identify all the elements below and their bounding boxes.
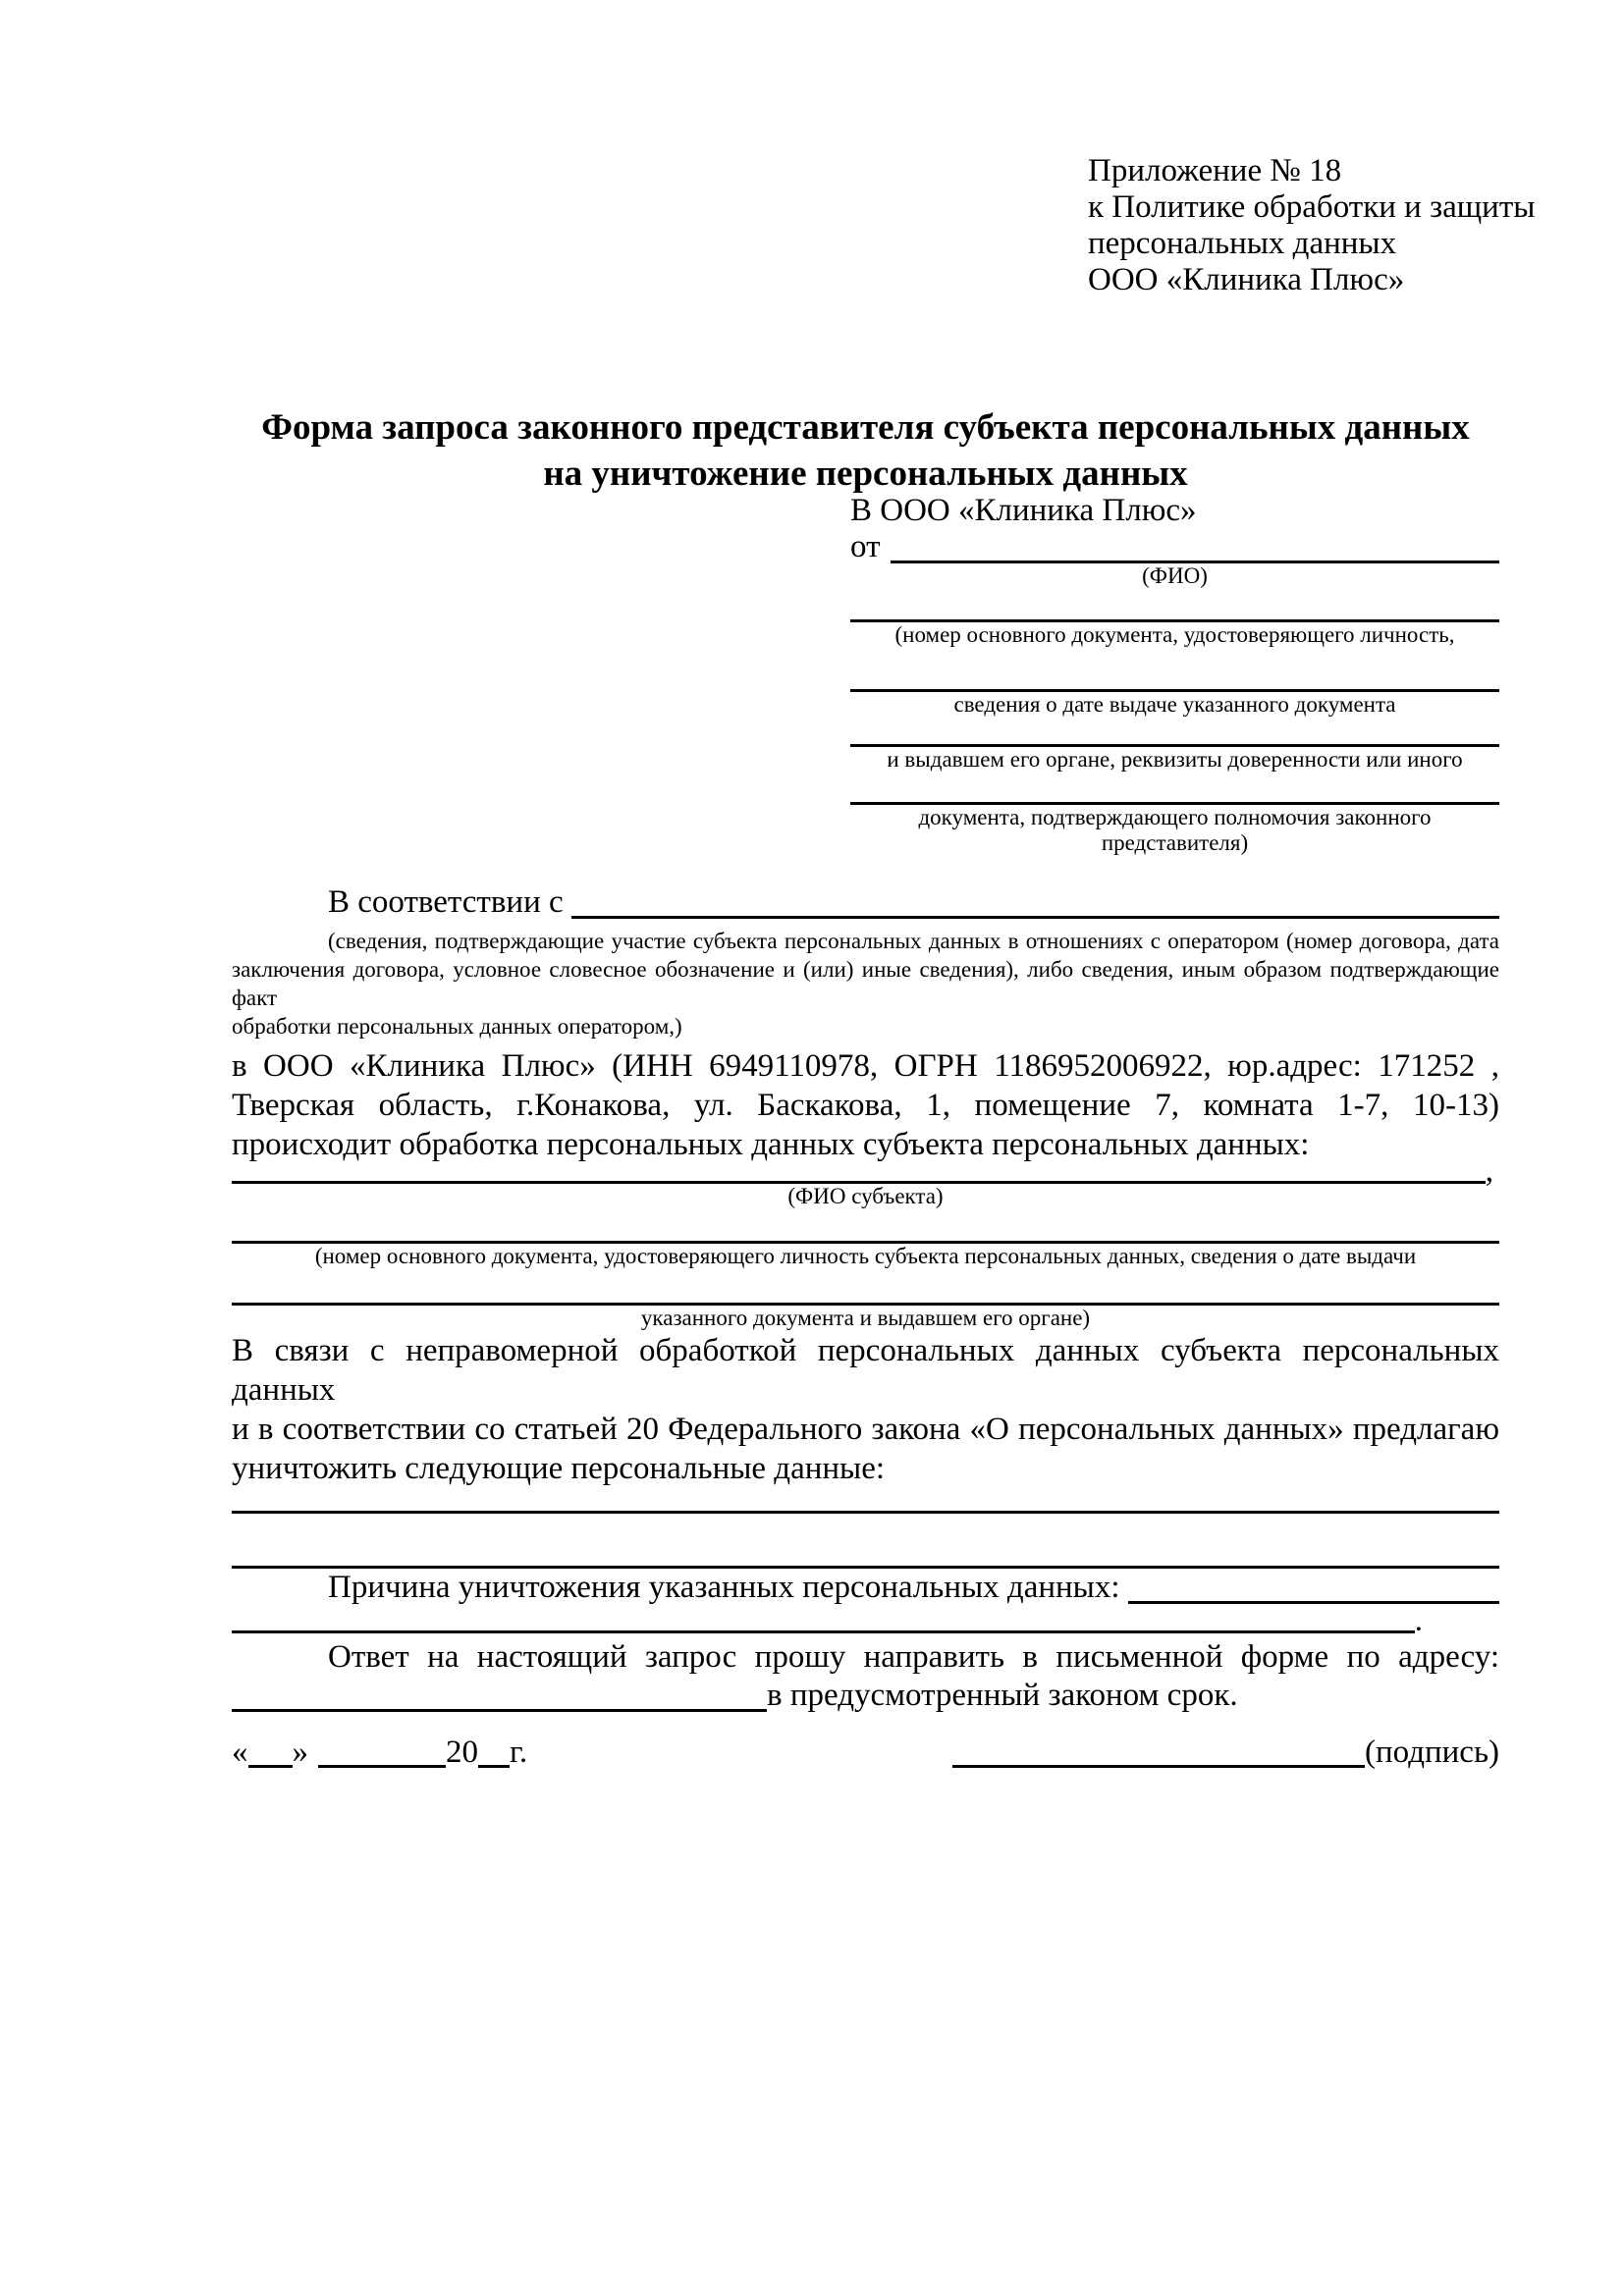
subject-doc-blank-line-2 bbox=[232, 1269, 1499, 1306]
accordance-row bbox=[232, 883, 1499, 919]
data-blank-line-1 bbox=[232, 1491, 1499, 1514]
reply-tail-text: в предусмотренный законом срок. bbox=[767, 1678, 1238, 1713]
reply-paragraph bbox=[232, 1637, 1499, 1677]
date-field bbox=[232, 1733, 527, 1772]
request-paragraph-line: В связи с неправомерной обработкой персональных данных субъекта персональных данных bbox=[232, 1333, 1499, 1408]
appendix-block bbox=[1088, 153, 1535, 298]
document-body bbox=[232, 883, 1499, 1712]
operator-paragraph-line: происходит обработка персональных данных субъекта персональных данных: bbox=[232, 1127, 1310, 1162]
accordance-note bbox=[232, 927, 1499, 1041]
doc-blank-line-1 bbox=[850, 589, 1499, 622]
reason-row bbox=[232, 1569, 1499, 1604]
doc-caption-1: (номер основного документа, удостоверяющего личность, bbox=[894, 622, 1455, 647]
doc-caption-2: сведения о дате выдаче указанного документа bbox=[953, 692, 1396, 717]
signature-caption: (подпись) bbox=[1365, 1735, 1499, 1770]
subject-fio-comma: , bbox=[1485, 1153, 1493, 1189]
subject-doc-blank-line-1 bbox=[232, 1209, 1499, 1244]
address-blank-line bbox=[232, 1709, 767, 1712]
doc-blank-line-4 bbox=[850, 773, 1499, 805]
operator-paragraph-line: в ООО «Клиника Плюс» (ИНН 6949110978, ОГРН 1186952006922, юр.адрес: 171252 , bbox=[232, 1048, 1499, 1084]
accordance-note-line: заключения договора, условное словесное обозначение и (или) иные сведения), либо сведения, иным образом подтверждающие факт bbox=[232, 957, 1499, 1010]
appendix-line: ООО «Клиника Плюс» bbox=[1088, 262, 1405, 297]
page-title-line2: на уничтожение персональных данных bbox=[543, 454, 1188, 494]
reason-period: . bbox=[1414, 1603, 1423, 1638]
reply-address-row bbox=[232, 1677, 1499, 1712]
page-title-line1: Форма запроса законного представителя субъекта персональных данных bbox=[261, 407, 1470, 448]
accordance-blank-line bbox=[571, 916, 1499, 919]
appendix-line: Приложение № 18 bbox=[1088, 153, 1342, 188]
data-blank-line-2 bbox=[232, 1514, 1499, 1569]
date-quote-open: « bbox=[232, 1735, 248, 1770]
reason-blank-line-2 bbox=[232, 1630, 1415, 1633]
accordance-label: В соответствии с bbox=[328, 884, 564, 920]
reason-label: Причина уничтожения указанных персональных данных: bbox=[328, 1570, 1120, 1605]
request-paragraph-line: уничтожить следующие персональные данные: bbox=[232, 1451, 886, 1486]
addressee-block bbox=[850, 491, 1499, 856]
page-title bbox=[232, 404, 1499, 497]
request-paragraph-line: и в соответствии со статьей 20 Федерального закона «О персональных данных» предлагаю bbox=[232, 1412, 1499, 1447]
fio-caption: (ФИО) bbox=[1142, 563, 1208, 588]
doc-blank-line-3 bbox=[850, 718, 1499, 747]
reason-continuation-row bbox=[232, 1603, 1499, 1638]
date-day-blank-line bbox=[248, 1765, 293, 1768]
signature-field bbox=[952, 1733, 1499, 1772]
reason-blank-line bbox=[1128, 1601, 1499, 1604]
from-label: от bbox=[850, 529, 881, 564]
accordance-note-line: (сведения, подтверждающие участие субъекта персональных данных в отношениях с оператором (номер договора, дата bbox=[328, 929, 1499, 953]
date-month-blank-line bbox=[318, 1765, 446, 1768]
signature-blank-line bbox=[952, 1765, 1365, 1768]
from-field-row bbox=[850, 530, 1499, 563]
operator-paragraph-line: Тверская область, г.Конакова, ул. Баскакова, 1, помещение 7, комната 1-7, 10-13) bbox=[232, 1088, 1499, 1123]
date-year-prefix: 20 bbox=[446, 1735, 478, 1770]
appendix-line: персональных данных bbox=[1088, 226, 1397, 261]
footer-row bbox=[232, 1733, 1499, 1772]
date-year-blank-line bbox=[478, 1765, 510, 1768]
appendix-line: к Политике обработки и защиты bbox=[1088, 189, 1536, 225]
operator-paragraph bbox=[232, 1046, 1499, 1164]
date-year-suffix: г. bbox=[510, 1735, 528, 1770]
request-paragraph bbox=[232, 1331, 1499, 1488]
subject-doc-caption-2: указанного документа и выдавшем его органе) bbox=[640, 1306, 1091, 1330]
subject-fio-row bbox=[232, 1153, 1499, 1189]
subject-doc-caption-1: (номер основного документа, удостоверяющего личность субъекта персональных данных, сведения о дате выдачи bbox=[314, 1244, 1417, 1268]
reply-paragraph-line: Ответ на настоящий запрос прошу направить в письменной форме по адресу: bbox=[328, 1639, 1499, 1675]
subject-fio-caption: (ФИО субъекта) bbox=[787, 1184, 944, 1208]
doc-caption-4: документа, подтверждающего полномочия законного представителя) bbox=[918, 805, 1432, 855]
doc-blank-line-2 bbox=[850, 648, 1499, 692]
doc-caption-3: и выдавшем его органе, реквизиты доверенности или иного bbox=[887, 747, 1463, 772]
date-quote-close: » bbox=[292, 1735, 308, 1770]
addressee-org: В ООО «Клиника Плюс» bbox=[850, 493, 1197, 528]
accordance-note-line: обработки персональных данных оператором,) bbox=[232, 1014, 682, 1039]
